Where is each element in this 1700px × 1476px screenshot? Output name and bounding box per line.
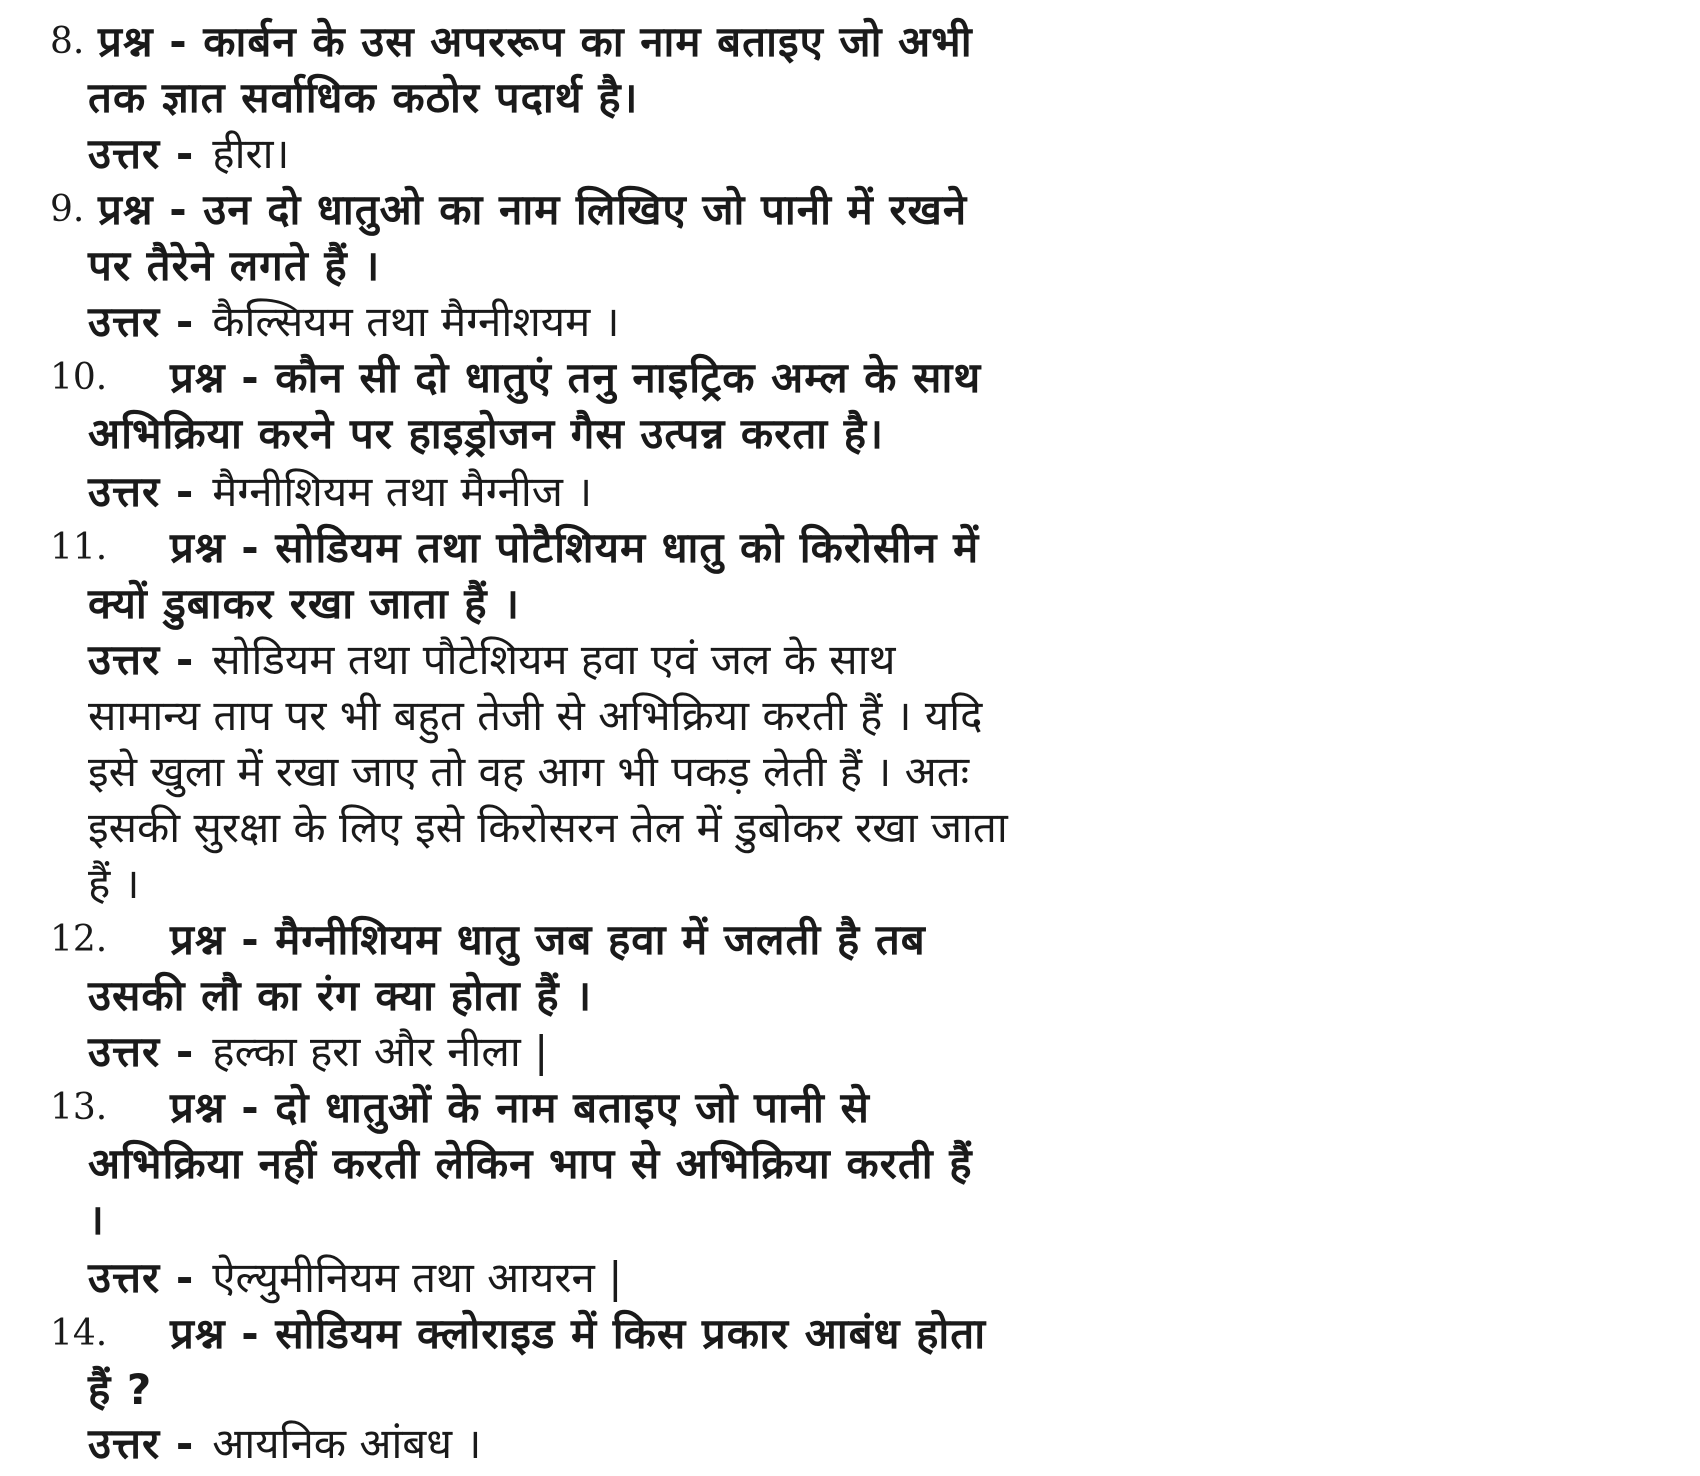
question-number: 13. (50, 1087, 108, 1128)
answer-line (88, 632, 895, 688)
answer-label: उत्तर - (88, 635, 195, 684)
answer-label: उत्तर - (88, 1419, 195, 1468)
answer-text: हल्का हरा और नीला | (212, 1027, 549, 1076)
answer-label: उत्तर - (88, 467, 195, 516)
question-line: प्रश्न - उन दो धातुओ का नाम लिखिए जो पानी में रखने (98, 185, 968, 234)
answer-line (88, 464, 592, 520)
question-line: क्यों डुबाकर रखा जाता हैं । (88, 579, 521, 628)
answer-text: मैग्नीशियम तथा मैग्नीज । (212, 467, 593, 516)
question-line: तक ज्ञात सर्वाधिक कठोर पदार्थ है। (88, 73, 639, 122)
answer-line (88, 1250, 622, 1306)
question-number: 10. (50, 357, 108, 398)
question-number: 14. (50, 1313, 108, 1354)
answer-text: सोडियम तथा पौटेशियम हवा एवं जल के साथ (212, 635, 896, 684)
answer-line (88, 126, 289, 182)
answer-text: कैल्सियम तथा मैग्नीशयम । (212, 297, 620, 346)
answer-line (88, 1416, 481, 1472)
answer-text: आयनिक आंबध । (212, 1419, 482, 1468)
question-line: अभिक्रिया नहीं करती लेकिन भाप से अभिक्रिया करती हैं (88, 1139, 973, 1188)
question-line: अभिक्रिया करने पर हाइड्रोजन गैस उत्पन्न करता है। (88, 409, 885, 458)
answer-label: उत्तर - (88, 297, 195, 346)
answer-line (88, 1024, 548, 1080)
answer-text: हीरा। (212, 129, 290, 178)
answer-line: सामान्य ताप पर भी बहुत तेजी से अभिक्रिया करती हैं । यदि (88, 691, 983, 740)
question-line: प्रश्न - कौन सी दो धातुएं तनु नाइट्रिक अम्ल के साथ (170, 353, 982, 402)
question-number: 11. (50, 527, 108, 568)
question-number: 8. (50, 21, 85, 62)
answer-label: उत्तर - (88, 129, 195, 178)
question-line: हैं ? (88, 1365, 153, 1414)
question-line: । (88, 1195, 105, 1244)
question-line: प्रश्न - सोडियम तथा पोटैशियम धातु को किरोसीन में (170, 523, 980, 572)
answer-text: ऐल्युमीनियम तथा आयरन | (212, 1253, 623, 1302)
answer-label: उत्तर - (88, 1027, 195, 1076)
question-line: प्रश्न - दो धातुओं के नाम बताइए जो पानी से (170, 1083, 870, 1132)
question-line: उसकी लौ का रंग क्या होता हैं । (88, 971, 593, 1020)
answer-label: उत्तर - (88, 1253, 195, 1302)
question-number: 9. (50, 189, 85, 230)
question-line: पर तैरेने लगते हैं । (88, 241, 381, 290)
answer-line: हैं । (88, 859, 140, 908)
question-number: 12. (50, 919, 108, 960)
answer-line: इसकी सुरक्षा के लिए इसे किरोसरन तेल में डुबोकर रखा जाता (88, 803, 1008, 852)
answer-line (88, 294, 620, 350)
question-line: प्रश्न - सोडियम क्लोराइड में किस प्रकार आबंध होता (170, 1309, 987, 1358)
question-line: प्रश्न - मैग्नीशियम धातु जब हवा में जलती है तब (170, 915, 926, 964)
question-line: प्रश्न - कार्बन के उस अपररूप का नाम बताइए जो अभी (98, 17, 973, 66)
answer-line: इसे खुला में रखा जाए तो वह आग भी पकड़ लेती हैं । अतः (88, 747, 970, 796)
